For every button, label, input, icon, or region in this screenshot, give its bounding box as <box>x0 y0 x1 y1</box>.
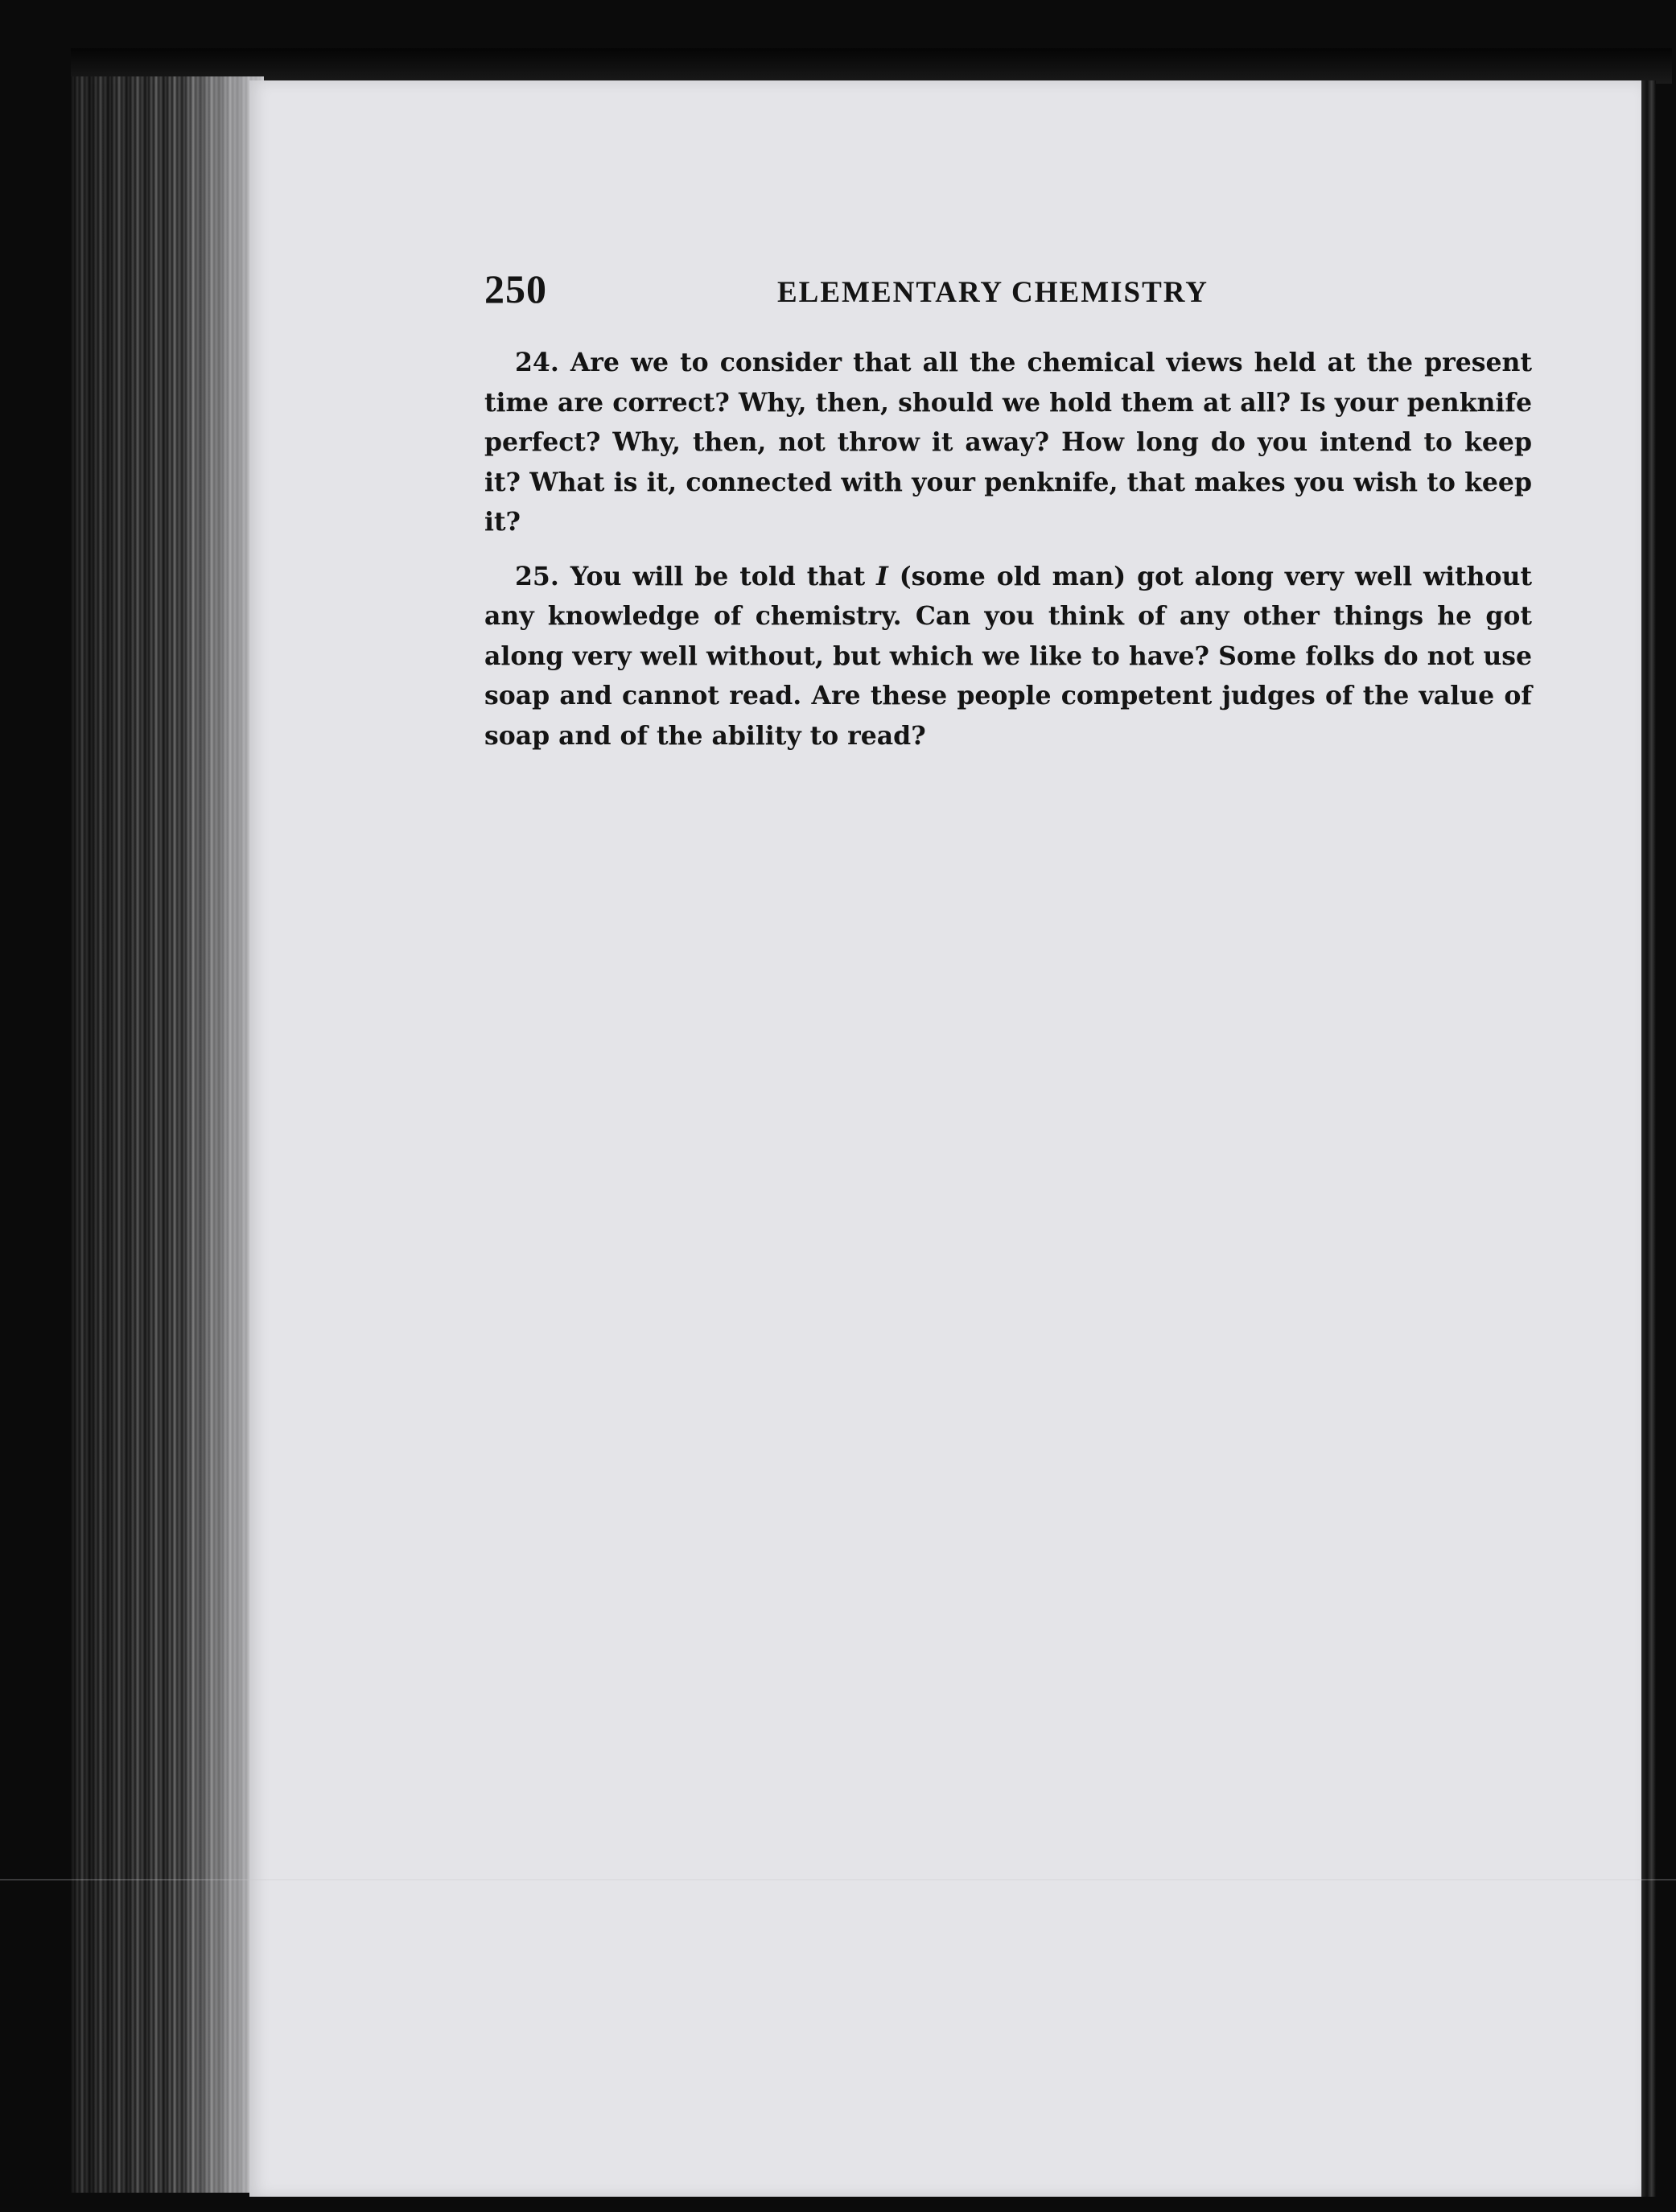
page-number: 250 <box>484 266 547 311</box>
question-text-end: (some old man) got along very well without any knowledge of chemistry. Can you think of any other things he got along very well without, but which we like to have? Some folks do not use soap and cannot read. Are these people competent judges of the value of soap and of the ability to read? <box>484 561 1533 751</box>
question-italic-word: I <box>876 561 888 591</box>
question-number: 24. <box>515 348 559 377</box>
running-title: ELEMENTARY CHEMISTRY <box>777 276 1209 309</box>
question-text: Are we to consider that all the chemical views held at the present time are correct? Why, then, should we hold them at all? Is your penknife perfect? Why, then, not throw it away? How long do you intend to keep it? What is it, connected with your penknife, that makes you wish to keep it? <box>484 348 1532 537</box>
scan-line-artifact <box>0 1879 1676 1880</box>
question-24 <box>484 343 1532 542</box>
top-shadow <box>71 48 1672 84</box>
book-page-edges-shading <box>71 76 264 2193</box>
page-content <box>484 266 1532 770</box>
question-number: 25. <box>515 561 559 591</box>
running-head <box>484 266 1532 322</box>
question-25 <box>484 557 1532 756</box>
question-text-start: You will be told that <box>570 561 877 591</box>
